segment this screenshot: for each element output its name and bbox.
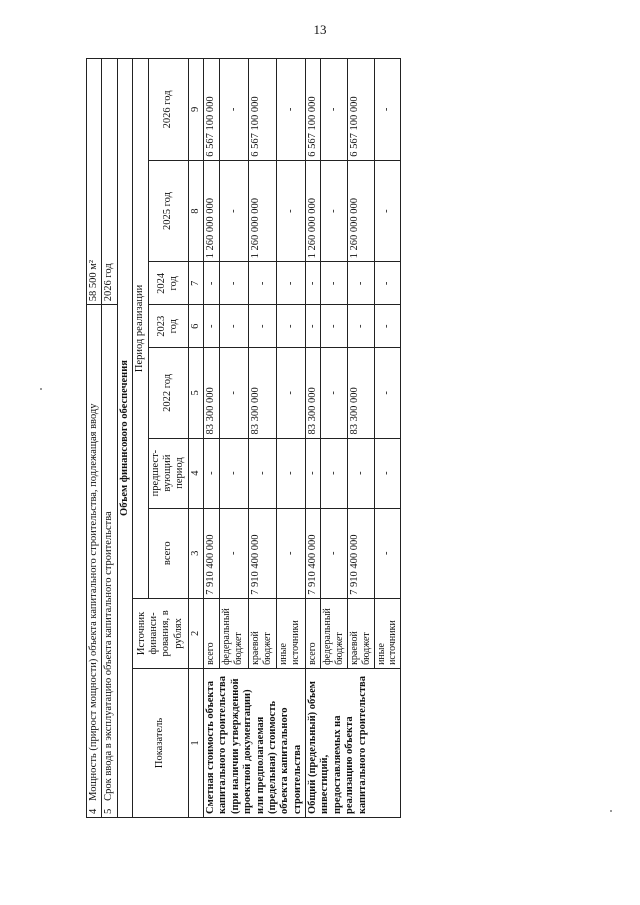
top-row-commissioning xyxy=(102,59,117,818)
year-2026-cell: - xyxy=(374,59,401,161)
prior-cell: - xyxy=(306,438,321,508)
source-cell: краевой бюджет xyxy=(347,598,374,668)
year-2023-cell: - xyxy=(248,305,277,348)
source-cell: иные источники xyxy=(374,598,401,668)
col-number: 2 xyxy=(188,598,203,668)
page-number: 13 xyxy=(313,22,327,37)
total-cell: 7 910 400 000 xyxy=(347,508,374,598)
total-cell: - xyxy=(321,508,348,598)
col-number: 1 xyxy=(188,668,203,817)
year-2023-cell: - xyxy=(204,305,220,348)
rotated-table-sheet xyxy=(86,58,586,818)
row-number: 4 xyxy=(88,808,99,814)
commissioning-value: 2026 год xyxy=(102,59,117,305)
year-2025-cell: 1 260 000 000 xyxy=(306,160,321,262)
scan-speck xyxy=(610,810,612,812)
section-title-row xyxy=(117,59,132,818)
year-2025-cell: - xyxy=(220,160,249,262)
col-number: 6 xyxy=(188,305,203,348)
year-2022-cell: 83 300 000 xyxy=(204,348,220,438)
col-number: 4 xyxy=(188,438,203,508)
year-2023-cell: - xyxy=(374,305,401,348)
year-2024-cell: - xyxy=(204,262,220,305)
year-2022-cell: 83 300 000 xyxy=(306,348,321,438)
year-2022-cell: - xyxy=(277,348,306,438)
capacity-value: 58 500 м² xyxy=(87,59,102,305)
commissioning-label-cell xyxy=(102,305,117,818)
year-2022-cell: - xyxy=(220,348,249,438)
prior-cell: - xyxy=(204,438,220,508)
source-cell: федеральный бюджет xyxy=(321,598,348,668)
year-2025-cell: - xyxy=(277,160,306,262)
source-cell: всего xyxy=(204,598,220,668)
total-cell: - xyxy=(220,508,249,598)
year-2026-cell: - xyxy=(321,59,348,161)
year-2026-cell: 6 567 100 000 xyxy=(306,59,321,161)
total-cell: 7 910 400 000 xyxy=(204,508,220,598)
year-2026-cell: 6 567 100 000 xyxy=(248,59,277,161)
year-2023-cell: - xyxy=(347,305,374,348)
total-header: всего xyxy=(148,508,188,598)
year-2024-cell: - xyxy=(220,262,249,305)
indicator-estimated-cost: Сметная стоимость объекта капитального строительства (при наличии утвержденной проектной документации) или предполагаемая (предельная) стоимость объекта капитального строительства xyxy=(204,668,306,817)
capacity-label: Мощность (прирост мощности) объекта капитального строительства, подлежащая вводу xyxy=(88,403,99,801)
prior-cell: - xyxy=(220,438,249,508)
prior-cell: - xyxy=(321,438,348,508)
year-2024-cell: - xyxy=(374,262,401,305)
year-2024-cell: - xyxy=(306,262,321,305)
year-2024-cell: - xyxy=(347,262,374,305)
indicator-header: Показатель xyxy=(133,668,189,817)
year-2023-cell: - xyxy=(220,305,249,348)
prior-cell: - xyxy=(374,438,401,508)
year-2024-cell: - xyxy=(248,262,277,305)
commissioning-label: Срок ввода в эксплуатацию объекта капитального строительства xyxy=(103,511,115,801)
top-row-capacity xyxy=(87,59,102,818)
total-cell: 7 910 400 000 xyxy=(306,508,321,598)
year-2022-cell: - xyxy=(321,348,348,438)
year-header-2022: 2022 год xyxy=(148,348,188,438)
year-2022-cell: 83 300 000 xyxy=(347,348,374,438)
year-2024-cell: - xyxy=(321,262,348,305)
col-number: 3 xyxy=(188,508,203,598)
year-2023-cell: - xyxy=(306,305,321,348)
table-row xyxy=(306,59,321,818)
year-2022-cell: - xyxy=(374,348,401,438)
period-header: Период реализации xyxy=(133,59,148,599)
year-header-2024: 2024 год xyxy=(148,262,188,305)
year-2022-cell: 83 300 000 xyxy=(248,348,277,438)
header-row-1 xyxy=(133,59,148,818)
prior-cell: - xyxy=(248,438,277,508)
year-2025-cell: 1 260 000 000 xyxy=(248,160,277,262)
year-2026-cell: - xyxy=(220,59,249,161)
year-header-2026: 2026 год xyxy=(148,59,188,161)
year-2025-cell: - xyxy=(374,160,401,262)
year-2026-cell: - xyxy=(277,59,306,161)
financing-table xyxy=(86,58,401,818)
year-2023-cell: - xyxy=(321,305,348,348)
total-cell: - xyxy=(374,508,401,598)
source-cell: иные источники xyxy=(277,598,306,668)
year-header-2023: 2023 год xyxy=(148,305,188,348)
year-header-2025: 2025 год xyxy=(148,160,188,262)
year-2025-cell: 1 260 000 000 xyxy=(204,160,220,262)
year-2025-cell: - xyxy=(321,160,348,262)
col-number: 8 xyxy=(188,160,203,262)
col-number: 9 xyxy=(188,59,203,161)
row-number: 5 xyxy=(103,808,115,814)
prior-period-header: предшест-вующий период xyxy=(148,438,188,508)
col-number: 5 xyxy=(188,348,203,438)
capacity-label-cell xyxy=(87,305,102,818)
table-row xyxy=(204,59,220,818)
total-cell: 7 910 400 000 xyxy=(248,508,277,598)
indicator-total-investment: Общий (предельный) объем инвестиций, предоставляемых на реализацию объекта капитального строительства xyxy=(306,668,401,817)
col-number: 7 xyxy=(188,262,203,305)
section-title: Объем финансового обеспечения xyxy=(117,59,132,818)
prior-cell: - xyxy=(277,438,306,508)
year-2024-cell: - xyxy=(277,262,306,305)
scan-speck xyxy=(40,388,42,390)
column-number-row xyxy=(188,59,203,818)
year-2026-cell: 6 567 100 000 xyxy=(204,59,220,161)
source-cell: федеральный бюджет xyxy=(220,598,249,668)
source-header: Источник финанси-рования, в рублях xyxy=(133,598,189,668)
total-cell: - xyxy=(277,508,306,598)
year-2026-cell: 6 567 100 000 xyxy=(347,59,374,161)
source-cell: всего xyxy=(306,598,321,668)
prior-cell: - xyxy=(347,438,374,508)
source-cell: краевой бюджет xyxy=(248,598,277,668)
year-2023-cell: - xyxy=(277,305,306,348)
year-2025-cell: 1 260 000 000 xyxy=(347,160,374,262)
